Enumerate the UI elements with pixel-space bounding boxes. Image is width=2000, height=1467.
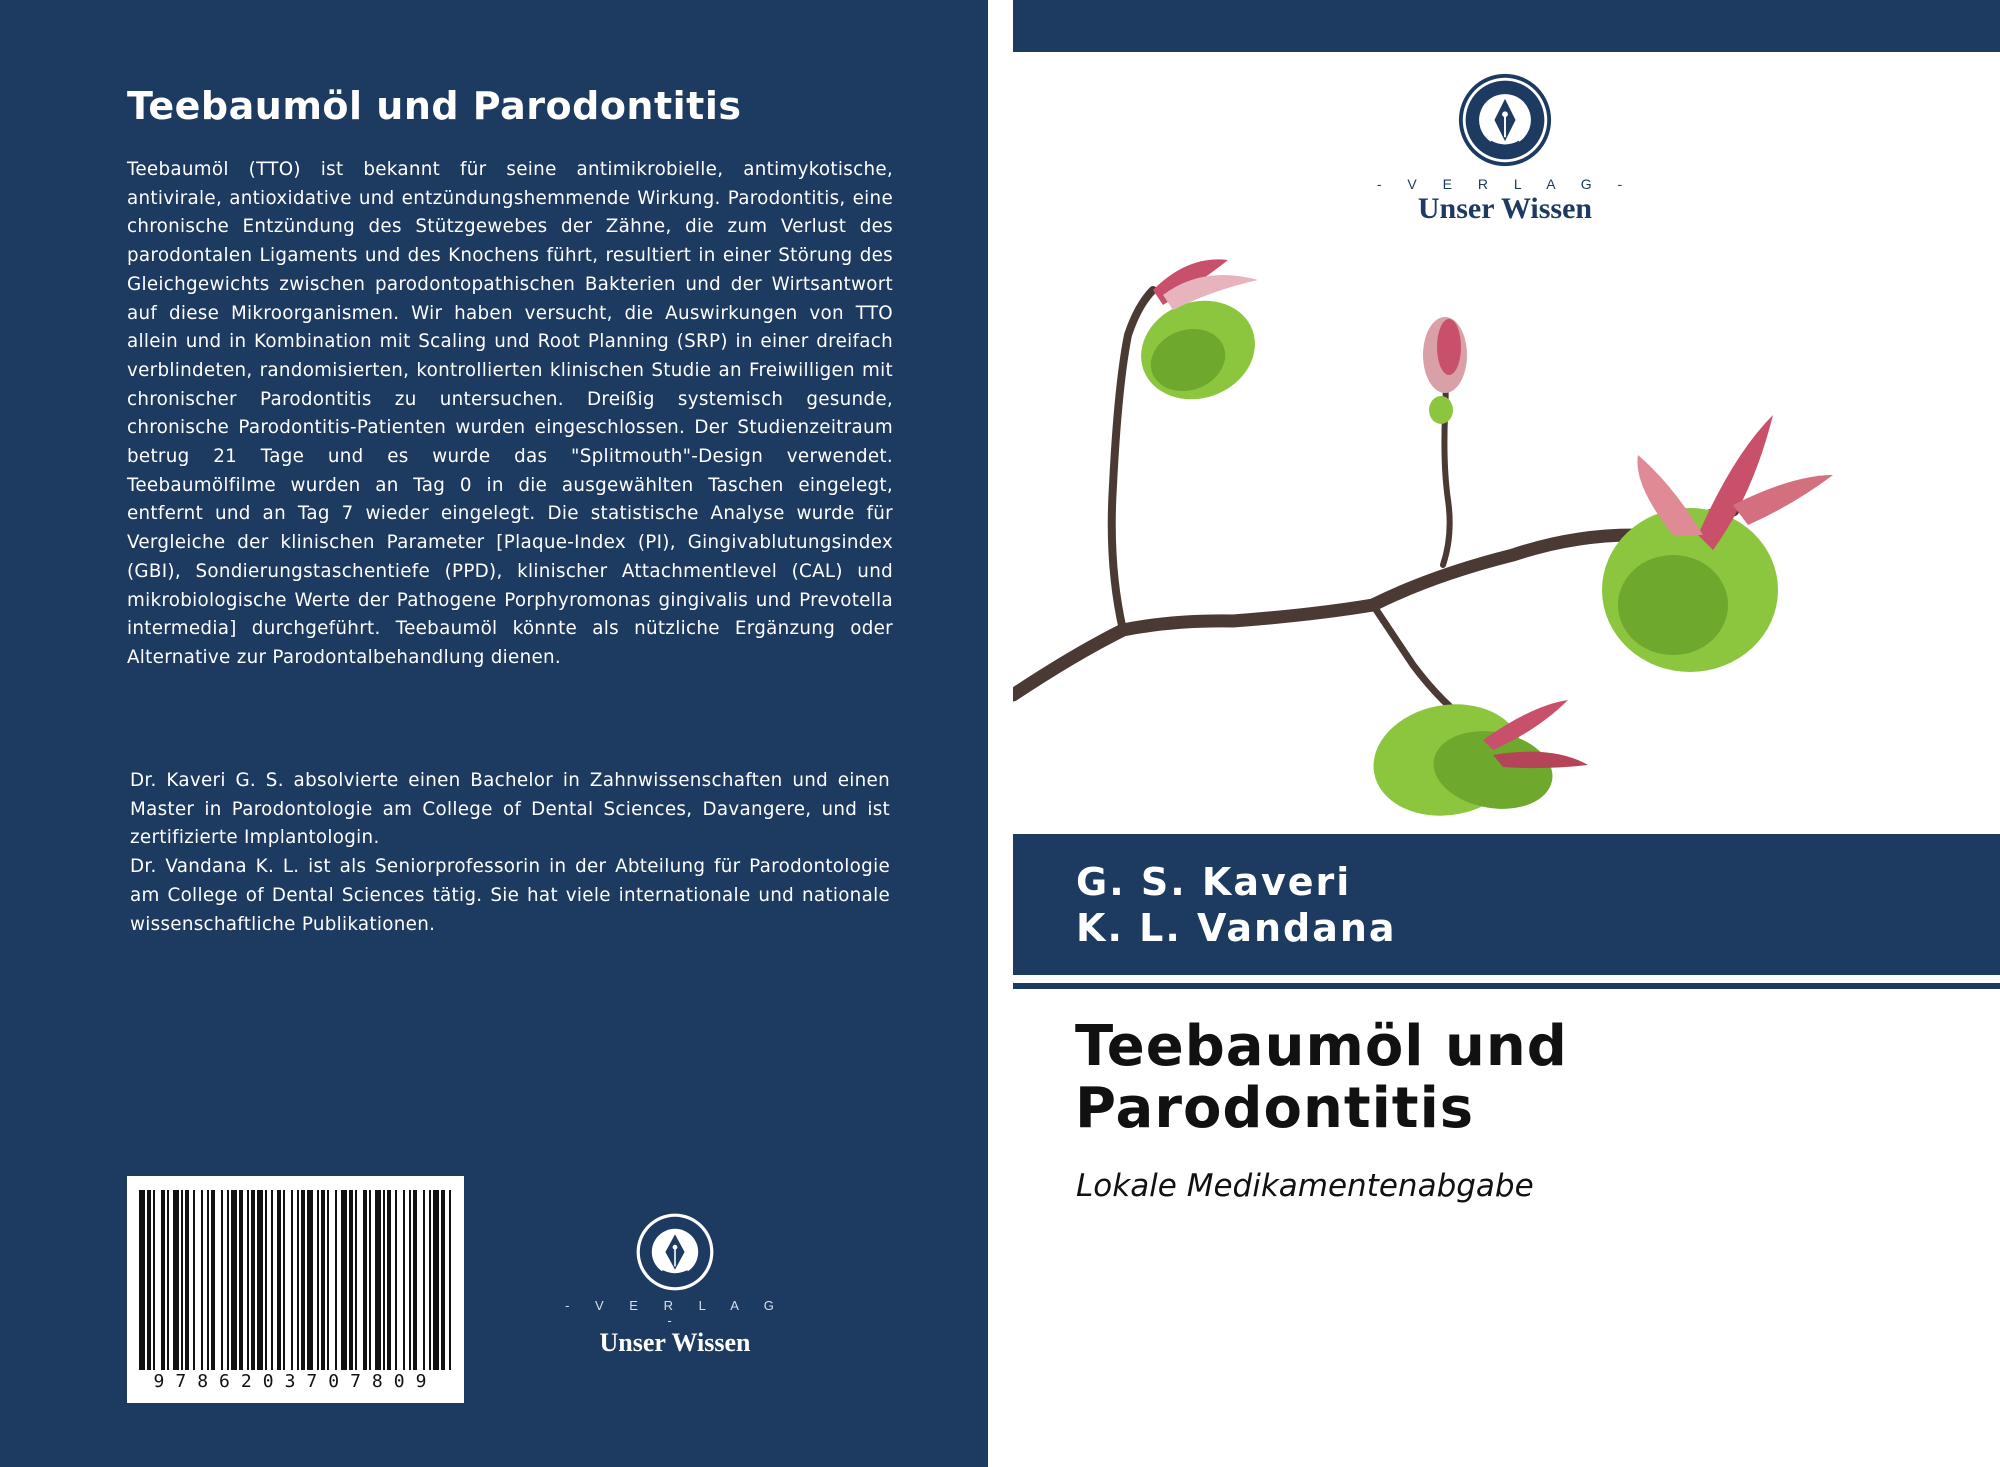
publisher-brand-name: Unser Wissen: [599, 1328, 751, 1357]
barcode-bar: [317, 1190, 319, 1370]
barcode-bar: [227, 1190, 229, 1370]
publisher-brand-name: Unser Wissen: [1417, 192, 1593, 225]
barcode-bar: [283, 1190, 285, 1370]
publisher-seal-icon: [1457, 72, 1553, 168]
barcode-bar: [207, 1190, 209, 1370]
barcode-bar: [173, 1190, 179, 1370]
barcode-bar: [257, 1190, 263, 1370]
barcode-bar: [355, 1190, 357, 1370]
publisher-verlag-label: - V E R L A G -: [565, 1298, 785, 1328]
barcode-bar: [403, 1190, 405, 1370]
publisher-logo-front: [1355, 72, 1655, 226]
barcode-bar: [211, 1190, 215, 1370]
barcode-bar: [193, 1190, 195, 1370]
author-name-vandana: K. L. Vandana: [1076, 906, 1397, 950]
barcode-bar: [231, 1190, 237, 1370]
barcode-bar: [429, 1190, 431, 1370]
barcode-bar: [239, 1190, 243, 1370]
author-name-kaveri: G. S. Kaveri: [1076, 860, 1352, 904]
author-bios: [130, 767, 890, 939]
barcode-bar: [181, 1190, 183, 1370]
barcode-bar: [291, 1190, 293, 1370]
barcode-bar: [449, 1190, 451, 1370]
barcode-bar: [327, 1190, 329, 1370]
publisher-verlag-label: - V E R L A G -: [1376, 176, 1634, 192]
barcode-bar: [147, 1190, 151, 1370]
isbn-number: 9786203707809: [127, 1371, 464, 1393]
front-cover: [1013, 0, 2000, 1467]
barcode-bar: [363, 1190, 367, 1370]
spine: [988, 0, 1013, 1467]
barcode-bar: [423, 1190, 425, 1370]
barcode-bar: [161, 1190, 165, 1370]
barcode-bar: [413, 1190, 417, 1370]
barcode-bar: [433, 1190, 439, 1370]
barcode-bar: [277, 1190, 281, 1370]
barcode-bar: [335, 1190, 337, 1370]
barcode-bar: [167, 1190, 169, 1370]
linden-branch-illustration: [1013, 235, 2000, 835]
barcode-bar: [383, 1190, 385, 1370]
leaf-bottom: [1365, 693, 1588, 827]
barcode-bar: [369, 1190, 371, 1370]
barcode-bar: [349, 1190, 353, 1370]
barcode-bar: [441, 1190, 445, 1370]
barcode-bar: [271, 1190, 273, 1370]
barcode-bar: [297, 1190, 299, 1370]
barcode-bar: [247, 1190, 249, 1370]
barcode-bar: [153, 1190, 155, 1370]
leaf-top-left: [1127, 259, 1269, 415]
barcode-bar: [139, 1190, 145, 1370]
barcode-bar: [221, 1190, 223, 1370]
divider-rule: [1013, 983, 2000, 989]
author-bio-vandana: Dr. Vandana K. L. ist als Seniorprofessorin in der Abteilung für Parodontologie am College of Dental Sciences tätig. Sie hat viele internationale und nationale wissenschaftliche Publikationen.: [130, 856, 890, 935]
barcode-bar: [265, 1190, 267, 1370]
barcode-bar: [375, 1190, 381, 1370]
leaf-right: [1602, 415, 1833, 672]
barcode-bar: [341, 1190, 347, 1370]
front-cover-title: Teebaumöl und Parodontitis: [1075, 1014, 1568, 1141]
barcode-bars: [127, 1176, 464, 1403]
author-band: [1013, 834, 2000, 975]
barcode-bar: [321, 1190, 325, 1370]
barcode-bar: [409, 1190, 411, 1370]
publisher-logo-back: [560, 1212, 790, 1358]
front-cover-subtitle: Lokale Medikamentenabgabe: [1076, 1168, 1534, 1204]
back-cover-abstract: Teebaumöl (TTO) ist bekannt für seine antimikrobielle, antimykotische, antivirale, antioxidative und entzündungshemmende Wirkung. Parodontitis, eine chronische Entzündung des Stützgewebes der Zähne, die zum Verlust des parodontalen Ligaments und des Knochens führt, resultiert in einer Störung des Gleichgewichts zwischen parodontopathischen Bakterien und der Wirtsantwort auf diese Mikroorganismen. Wir haben versucht, die Auswirkungen von TTO allein und in Kombination mit Scaling und Root Planning (SRP) in einer dreifach verblindeten, randomisierten, kontrollierten klinischen Studie an Freiwilligen mit chronischer Parodontitis zu untersuchen. Dreißig systemisch gesunde, chronische Parodontitis-Patienten wurden eingeschlossen. Der Studienzeitraum betrug 21 Tage und es wurde das "Splitmouth"-Design verwendet. Teebaumölfilme wurden an Tag 0 in die ausgewählten Taschen eingelegt, entfernt und an Tag 7 wieder eingelegt. Die statistische Analyse wurde für Vergleiche der klinischen Parameter [Plaque-Index (PI), Gingivablutungsindex (GBI), Sondierungstaschentiefe (PPD), klinischer Attachmentlevel (CAL) und mikrobiologische Werte der Pathogene Porphyromonas gingivalis und Prevotella intermedia] durchgeführt. Teebaumöl könnte als nützliche Ergänzung oder Alternative zur Parodontalbehandlung dienen.: [127, 159, 893, 668]
barcode-bar: [395, 1190, 397, 1370]
barcode-bar: [301, 1190, 305, 1370]
author-bio-kaveri: Dr. Kaveri G. S. absolvierte einen Bachelor in Zahnwissenschaften und einen Master in Parodontologie am College of Dental Sciences, Davangere, und ist zertifizierte Implantologin.: [130, 770, 890, 849]
back-cover: [0, 0, 988, 1467]
publisher-seal-icon: [635, 1212, 715, 1292]
barcode-bar: [387, 1190, 391, 1370]
back-cover-title: Teebaumöl und Parodontitis: [127, 84, 742, 128]
barcode-bar: [307, 1190, 313, 1370]
leaf-bud-center: [1423, 317, 1467, 424]
barcode-bar: [251, 1190, 255, 1370]
barcode-bar: [185, 1190, 189, 1370]
front-top-bar: [1013, 0, 2000, 52]
barcode-bar: [201, 1190, 203, 1370]
isbn-barcode: [127, 1176, 464, 1403]
